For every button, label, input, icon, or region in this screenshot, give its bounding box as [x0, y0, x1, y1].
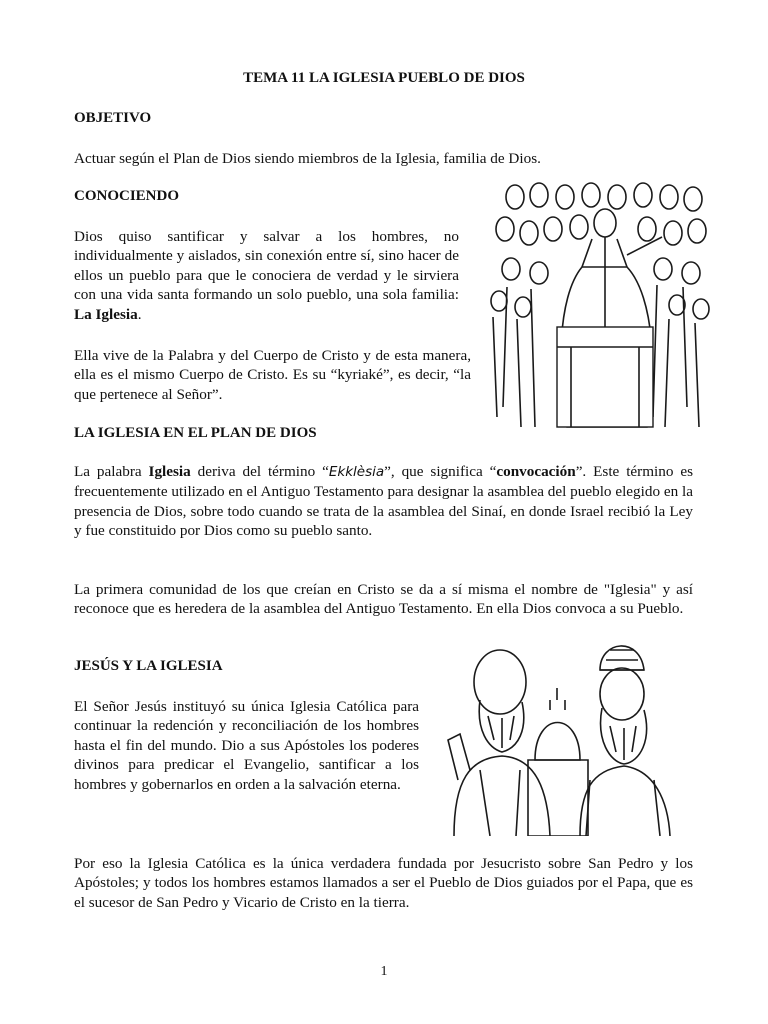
section-heading-jesus-y-la-iglesia: JESÚS Y LA IGLESIA: [74, 658, 223, 674]
section-heading-conociendo: CONOCIENDO: [74, 188, 180, 204]
section-heading-objetivo: OBJETIVO: [74, 110, 152, 126]
bold-term-convocacion: convocación: [496, 463, 576, 480]
text-run: Dios quiso santificar y salvar a los hombres, no individualmente y aislados, sin conexión entre sí, sino hacer de ellos un pueblo para que le conociera de verdad y le sirviera con una vida santa formando un solo pueblo, una sola familia:: [74, 228, 459, 304]
page-title: TEMA 11 LA IGLESIA PUEBLO DE DIOS: [243, 70, 525, 86]
apostles-illustration: [440, 630, 672, 836]
paragraph-objetivo: Actuar según el Plan de Dios siendo miembros de la Iglesia, familia de Dios.: [74, 150, 541, 167]
text-run: deriva del término “: [190, 463, 329, 480]
people-of-god-illustration: [487, 177, 713, 439]
page-number: 1: [380, 964, 388, 979]
text-run: .: [137, 305, 142, 323]
paragraph-conociendo-1: [74, 227, 459, 324]
text-run: ”. Este término es frecuentemente utilizado en el Antiguo Testamento para designar la asamblea del pueblo elegido en la presencia de Dios, sobre todo cuando se trata de la asamblea del Sinaí, en donde Israel recibió la Ley y fue constituido por Dios como su pueblo santo.: [74, 463, 693, 540]
paragraph-plan-1: [74, 462, 693, 541]
paragraph-plan-2: La primera comunidad de los que creían en Cristo se da a sí misma el nombre de "Iglesia" y así reconoce que es heredera de la asamblea del Antiguo Testamento. En ella Dios convoca a su Pueblo.: [74, 581, 693, 618]
bold-term-la-iglesia: La Iglesia: [74, 305, 138, 323]
italic-term-ekklesia: Ekklèsia: [328, 464, 385, 480]
bold-term-iglesia: Iglesia: [148, 463, 191, 480]
section-heading-plan-de-dios: LA IGLESIA EN EL PLAN DE DIOS: [74, 425, 317, 441]
text-run: ”, que significa “: [384, 463, 497, 480]
text-run: La palabra: [74, 463, 149, 480]
paragraph-jesus-2: Por eso la Iglesia Católica es la única verdadera fundada por Jesucristo sobre San Pedro y los Apóstoles; y todos los hombres estamos llamados a ser el Pueblo de Dios guiados por el Papa, que es el sucesor de San Pedro y Vicario de Cristo en la tierra.: [74, 855, 693, 911]
paragraph-conociendo-2: Ella vive de la Palabra y del Cuerpo de Cristo y de esta manera, ella es el mismo Cuerpo de Cristo. Es su “kyriaké”, es decir, “la que pertenece al Señor”.: [74, 347, 471, 403]
paragraph-jesus-1: El Señor Jesús instituyó su única Iglesia Católica para continuar la redención y reconciliación de los hombres hasta el fin del mundo. Dio a sus Apóstoles los poderes divinos para predicar el Evangelio, santificar a los hombres y gobernarlos en orden a la salvación eterna.: [74, 698, 419, 793]
